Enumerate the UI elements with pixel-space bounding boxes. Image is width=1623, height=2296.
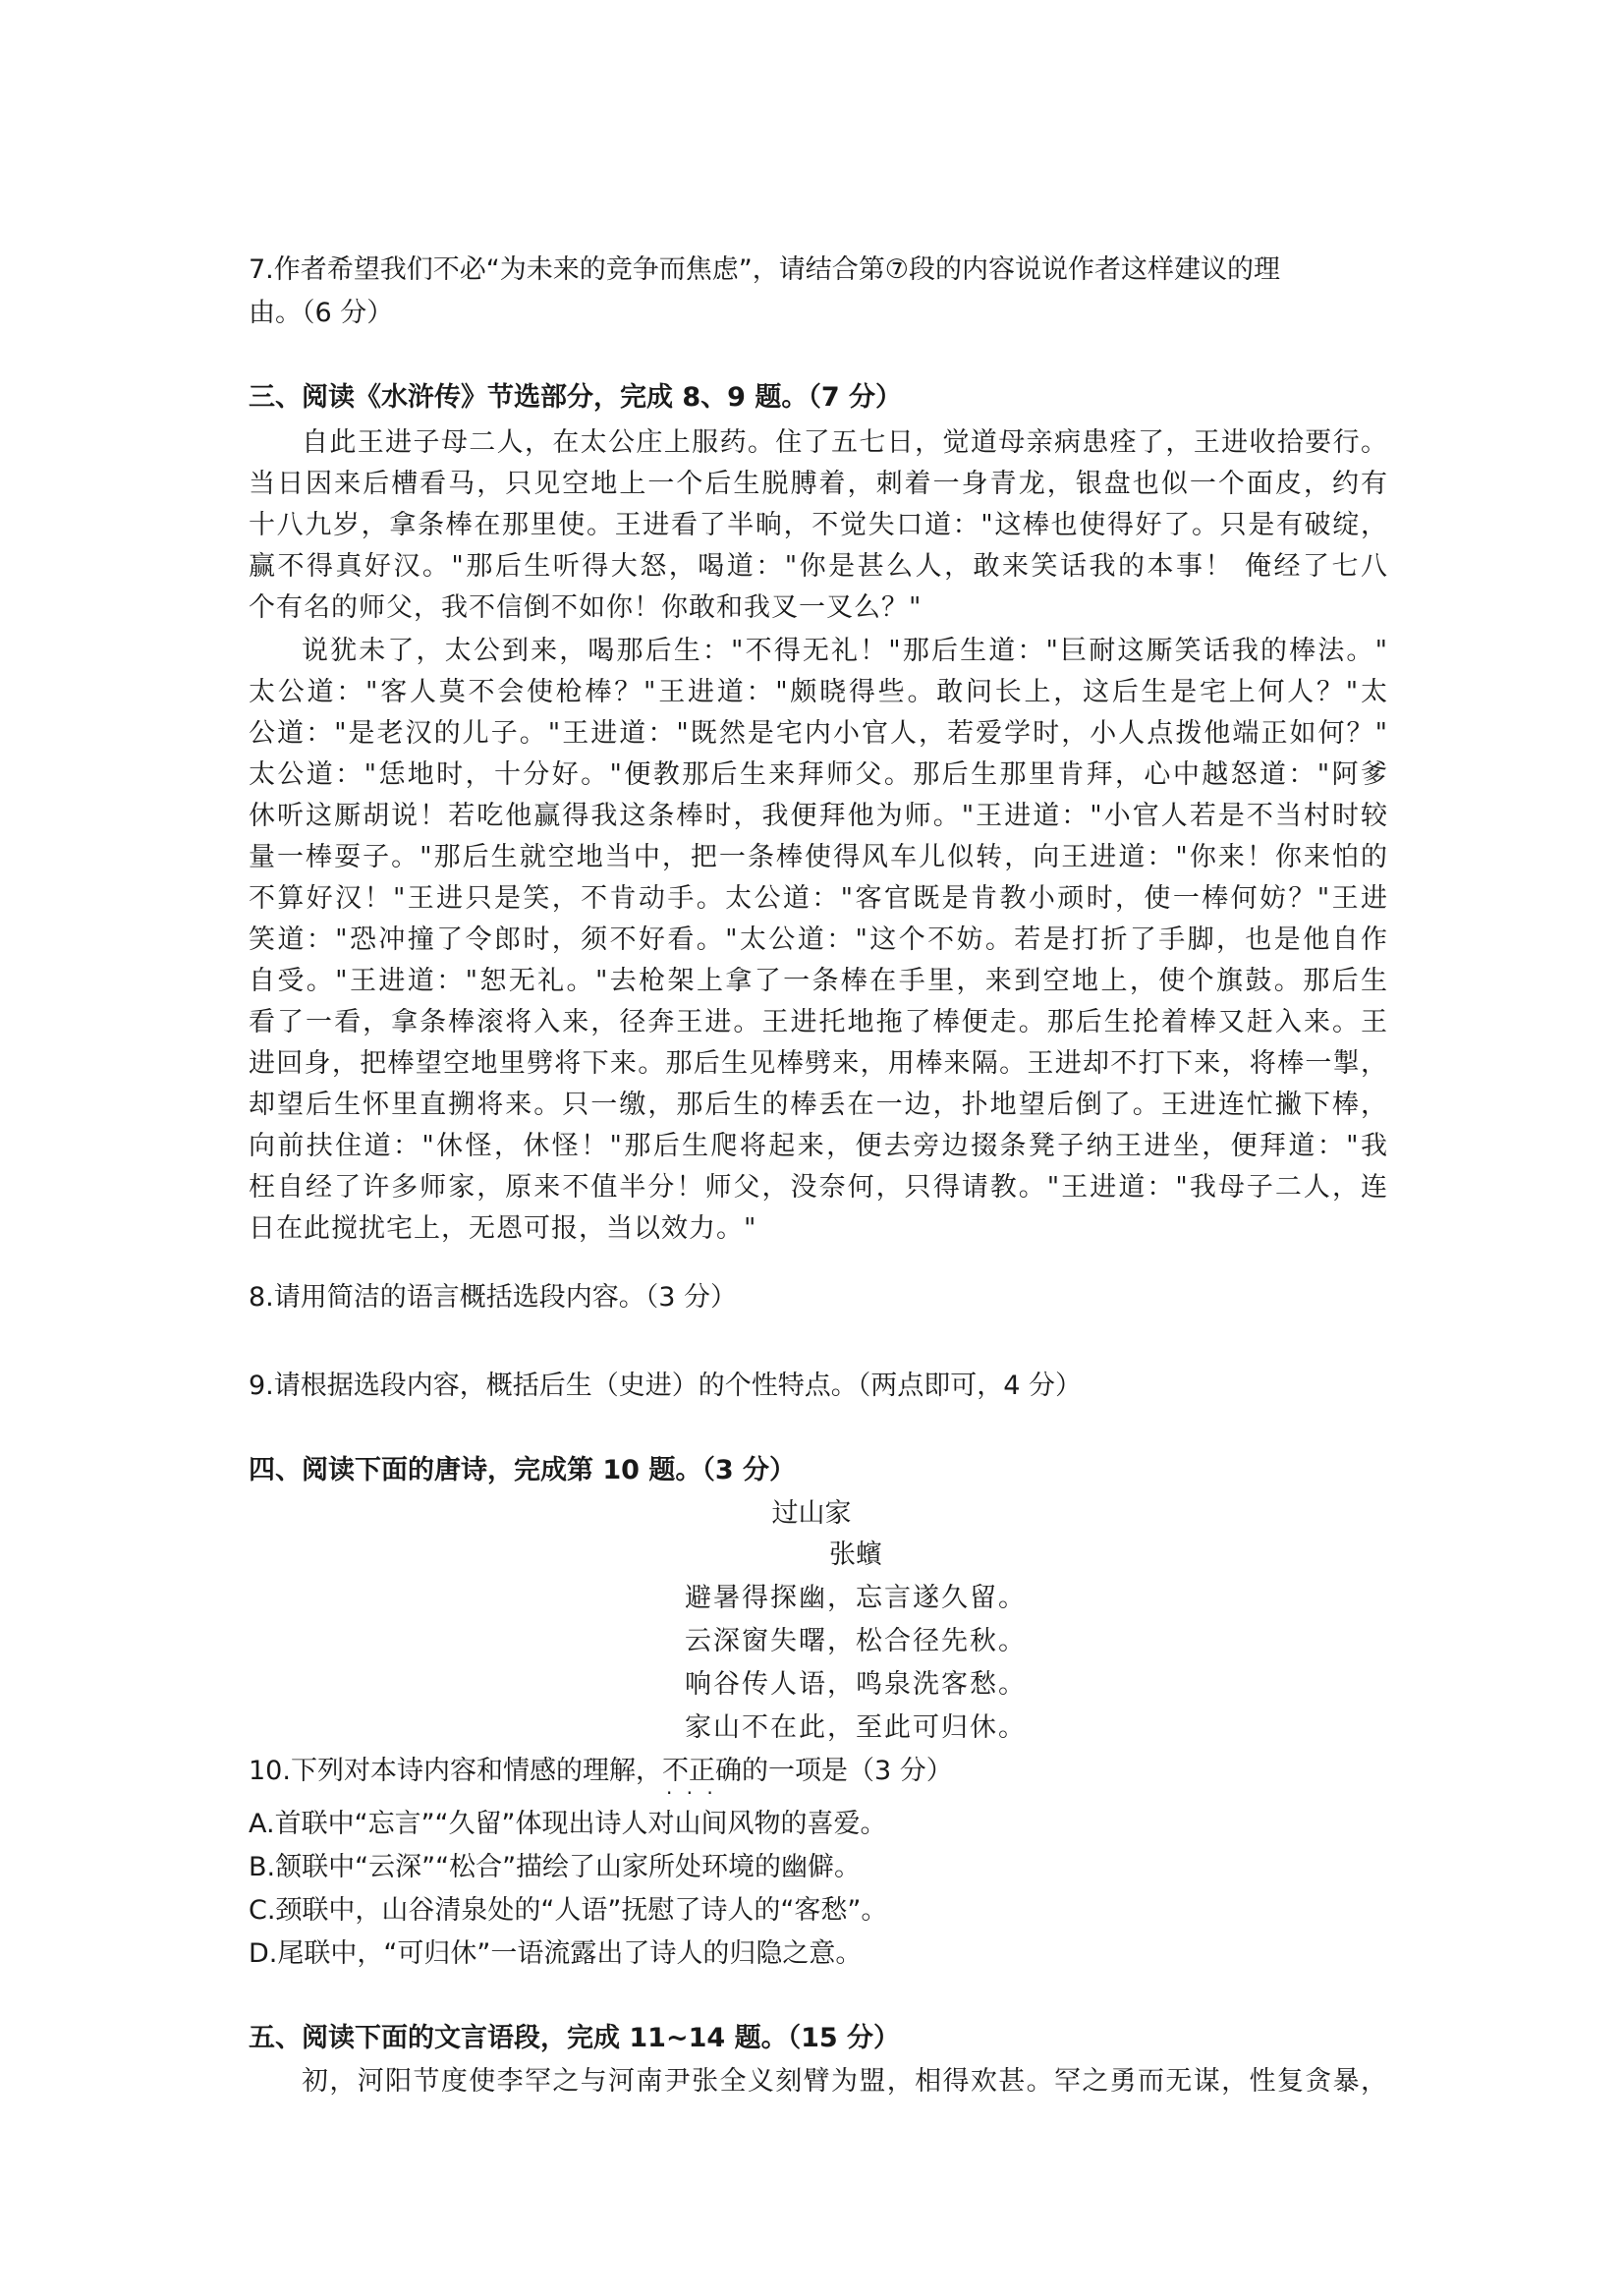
section3-para2-line: 进回身，把棒望空地里劈将下来。那后生见棒劈来，用棒来隔。王进却不打下来，将棒一掣， <box>249 1048 1388 1079</box>
q10-prompt <box>249 1749 953 1787</box>
section3-para2-line: 枉自经了许多师家，原来不值半分！师父，没奈何，只得请教。"王进道："我母子二人，连 <box>249 1172 1388 1203</box>
section3-para1-line: 个有名的师父，我不信倒不如你！你敢和我叉一叉么？" <box>249 592 923 623</box>
section3-para2-line: 自受。"王进道："恕无礼。"去枪架上拿了一条棒在手里，来到空地上，使个旗鼓。那后生 <box>249 966 1388 996</box>
poem-title: 过山家 <box>771 1498 852 1529</box>
q10-option-d: D.尾联中，“可归休”一语流露出了诗人的归隐之意。 <box>249 1938 863 1969</box>
q10-emphasis: 不正确 · · · <box>662 1756 742 1786</box>
section3-para2-line: 向前扶住道："休怪，休怪！"那后生爬将起来，便去旁边掇条凳子纳王进坐，便拜道："我 <box>249 1131 1388 1161</box>
q10-option-b: B.颔联中“云深”“松合”描绘了山家所处环境的幽僻。 <box>249 1852 862 1882</box>
q10-prefix: 10.下列对本诗内容和情感的理解， <box>249 1756 662 1786</box>
section4-heading: 四、阅读下面的唐诗，完成第 10 题。（3 分） <box>249 1455 797 1485</box>
section3-para2-line: 笑道："恐冲撞了令郎时，须不好看。"太公道："这个不妨。若是打折了手脚，也是他自作 <box>249 924 1388 955</box>
section3-para2-line: 却望后生怀里直搠将来。只一缴，那后生的棒丢在一边，扑地望后倒了。王进连忙撇下棒， <box>249 1090 1388 1120</box>
section5-heading: 五、阅读下面的文言语段，完成 11~14 题。（15 分） <box>249 2023 901 2053</box>
poem-verse: 避暑得探幽，忘言遂久留。 <box>685 1583 1027 1613</box>
section3-para2-line: 量一棒耍子。"那后生就空地当中，把一条棒使得风车儿似转，向王进道："你来！你来怕的 <box>249 842 1388 872</box>
section3-para1-line: 自此王进子母二人，在太公庄上服药。住了五七日，觉道母亲病患痊了，王进收拾要行。 <box>302 427 1388 458</box>
q9-prompt: 9.请根据选段内容，概括后生（史进）的个性特点。（两点即可，4 分） <box>249 1371 1083 1401</box>
section3-para2-line: 太公道："客人莫不会使枪棒？"王进道："颇晓得些。敢问长上，这后生是宅上何人？"太 <box>249 677 1388 707</box>
section3-para2-line: 不算好汉！"王进只是笑，不肯动手。太公道："客官既是肯教小顽时，使一棒何妨？"王进 <box>249 883 1388 914</box>
q10-option-c: C.颈联中，山谷清泉处的“人语”抚慰了诗人的“客愁”。 <box>249 1895 888 1926</box>
section3-para2-line: 看了一看，拿条棒滚将入来，径奔王进。王进托地拖了棒便走。那后生抡着棒又赶入来。王 <box>249 1007 1388 1037</box>
poem-author: 张蠙 <box>829 1540 882 1570</box>
q7-line-1: 7.作者希望我们不必“为未来的竞争而焦虑”，请结合第⑦段的内容说说作者这样建议的理 <box>249 254 1280 285</box>
section3-para2-line: 公道："是老汉的儿子。"王进道："既然是宅内小官人，若爱学时，小人点拨他端正如何？" <box>249 718 1388 749</box>
q10-option-a: A.首联中“忘言”“久留”体现出诗人对山间风物的喜爱。 <box>249 1809 887 1839</box>
poem-verse: 家山不在此，至此可归休。 <box>685 1712 1027 1743</box>
section3-heading: 三、阅读《水浒传》节选部分，完成 8、9 题。（7 分） <box>249 382 903 413</box>
poem-verse: 响谷传人语，鸣泉洗客愁。 <box>685 1669 1027 1700</box>
section3-para2-line: 日在此搅扰宅上，无恩可报，当以效力。" <box>249 1213 757 1244</box>
section3-para2-line: 太公道："恁地时，十分好。"便教那后生来拜师父。那后生那里肯拜，心中越怒道："阿爹 <box>249 759 1388 790</box>
section3-para2-line: 休听这厮胡说！若吃他赢得我这条棒时，我便拜他为师。"王进道："小官人若是不当村时较 <box>249 801 1388 831</box>
section3-para1-line: 赢不得真好汉。"那后生听得大怒，喝道："你是甚么人，敢来笑话我的本事！ 俺经了七八 <box>249 551 1388 582</box>
q7-line-2: 由。（6 分） <box>249 298 394 328</box>
section3-para1-line: 十八九岁，拿条棒在那里使。王进看了半晌，不觉失口道："这棒也使得好了。只是有破绽， <box>249 510 1388 540</box>
section3-para1-line: 当日因来后槽看马，只见空地上一个后生脱膊着，刺着一身青龙，银盘也似一个面皮，约有 <box>249 469 1388 499</box>
q10-suffix: 的一项是（3 分） <box>741 1756 953 1786</box>
q8-prompt: 8.请用简洁的语言概括选段内容。（3 分） <box>249 1282 738 1313</box>
section3-para2-line: 说犹未了，太公到来，喝那后生："不得无礼！"那后生道："巨耐这厮笑话我的棒法。" <box>302 636 1388 666</box>
section5-para1-line: 初，河阳节度使李罕之与河南尹张全义刻臂为盟，相得欢甚。罕之勇而无谋，性复贪暴， <box>302 2066 1388 2097</box>
poem-verse: 云深窗失曙，松合径先秋。 <box>685 1626 1027 1656</box>
